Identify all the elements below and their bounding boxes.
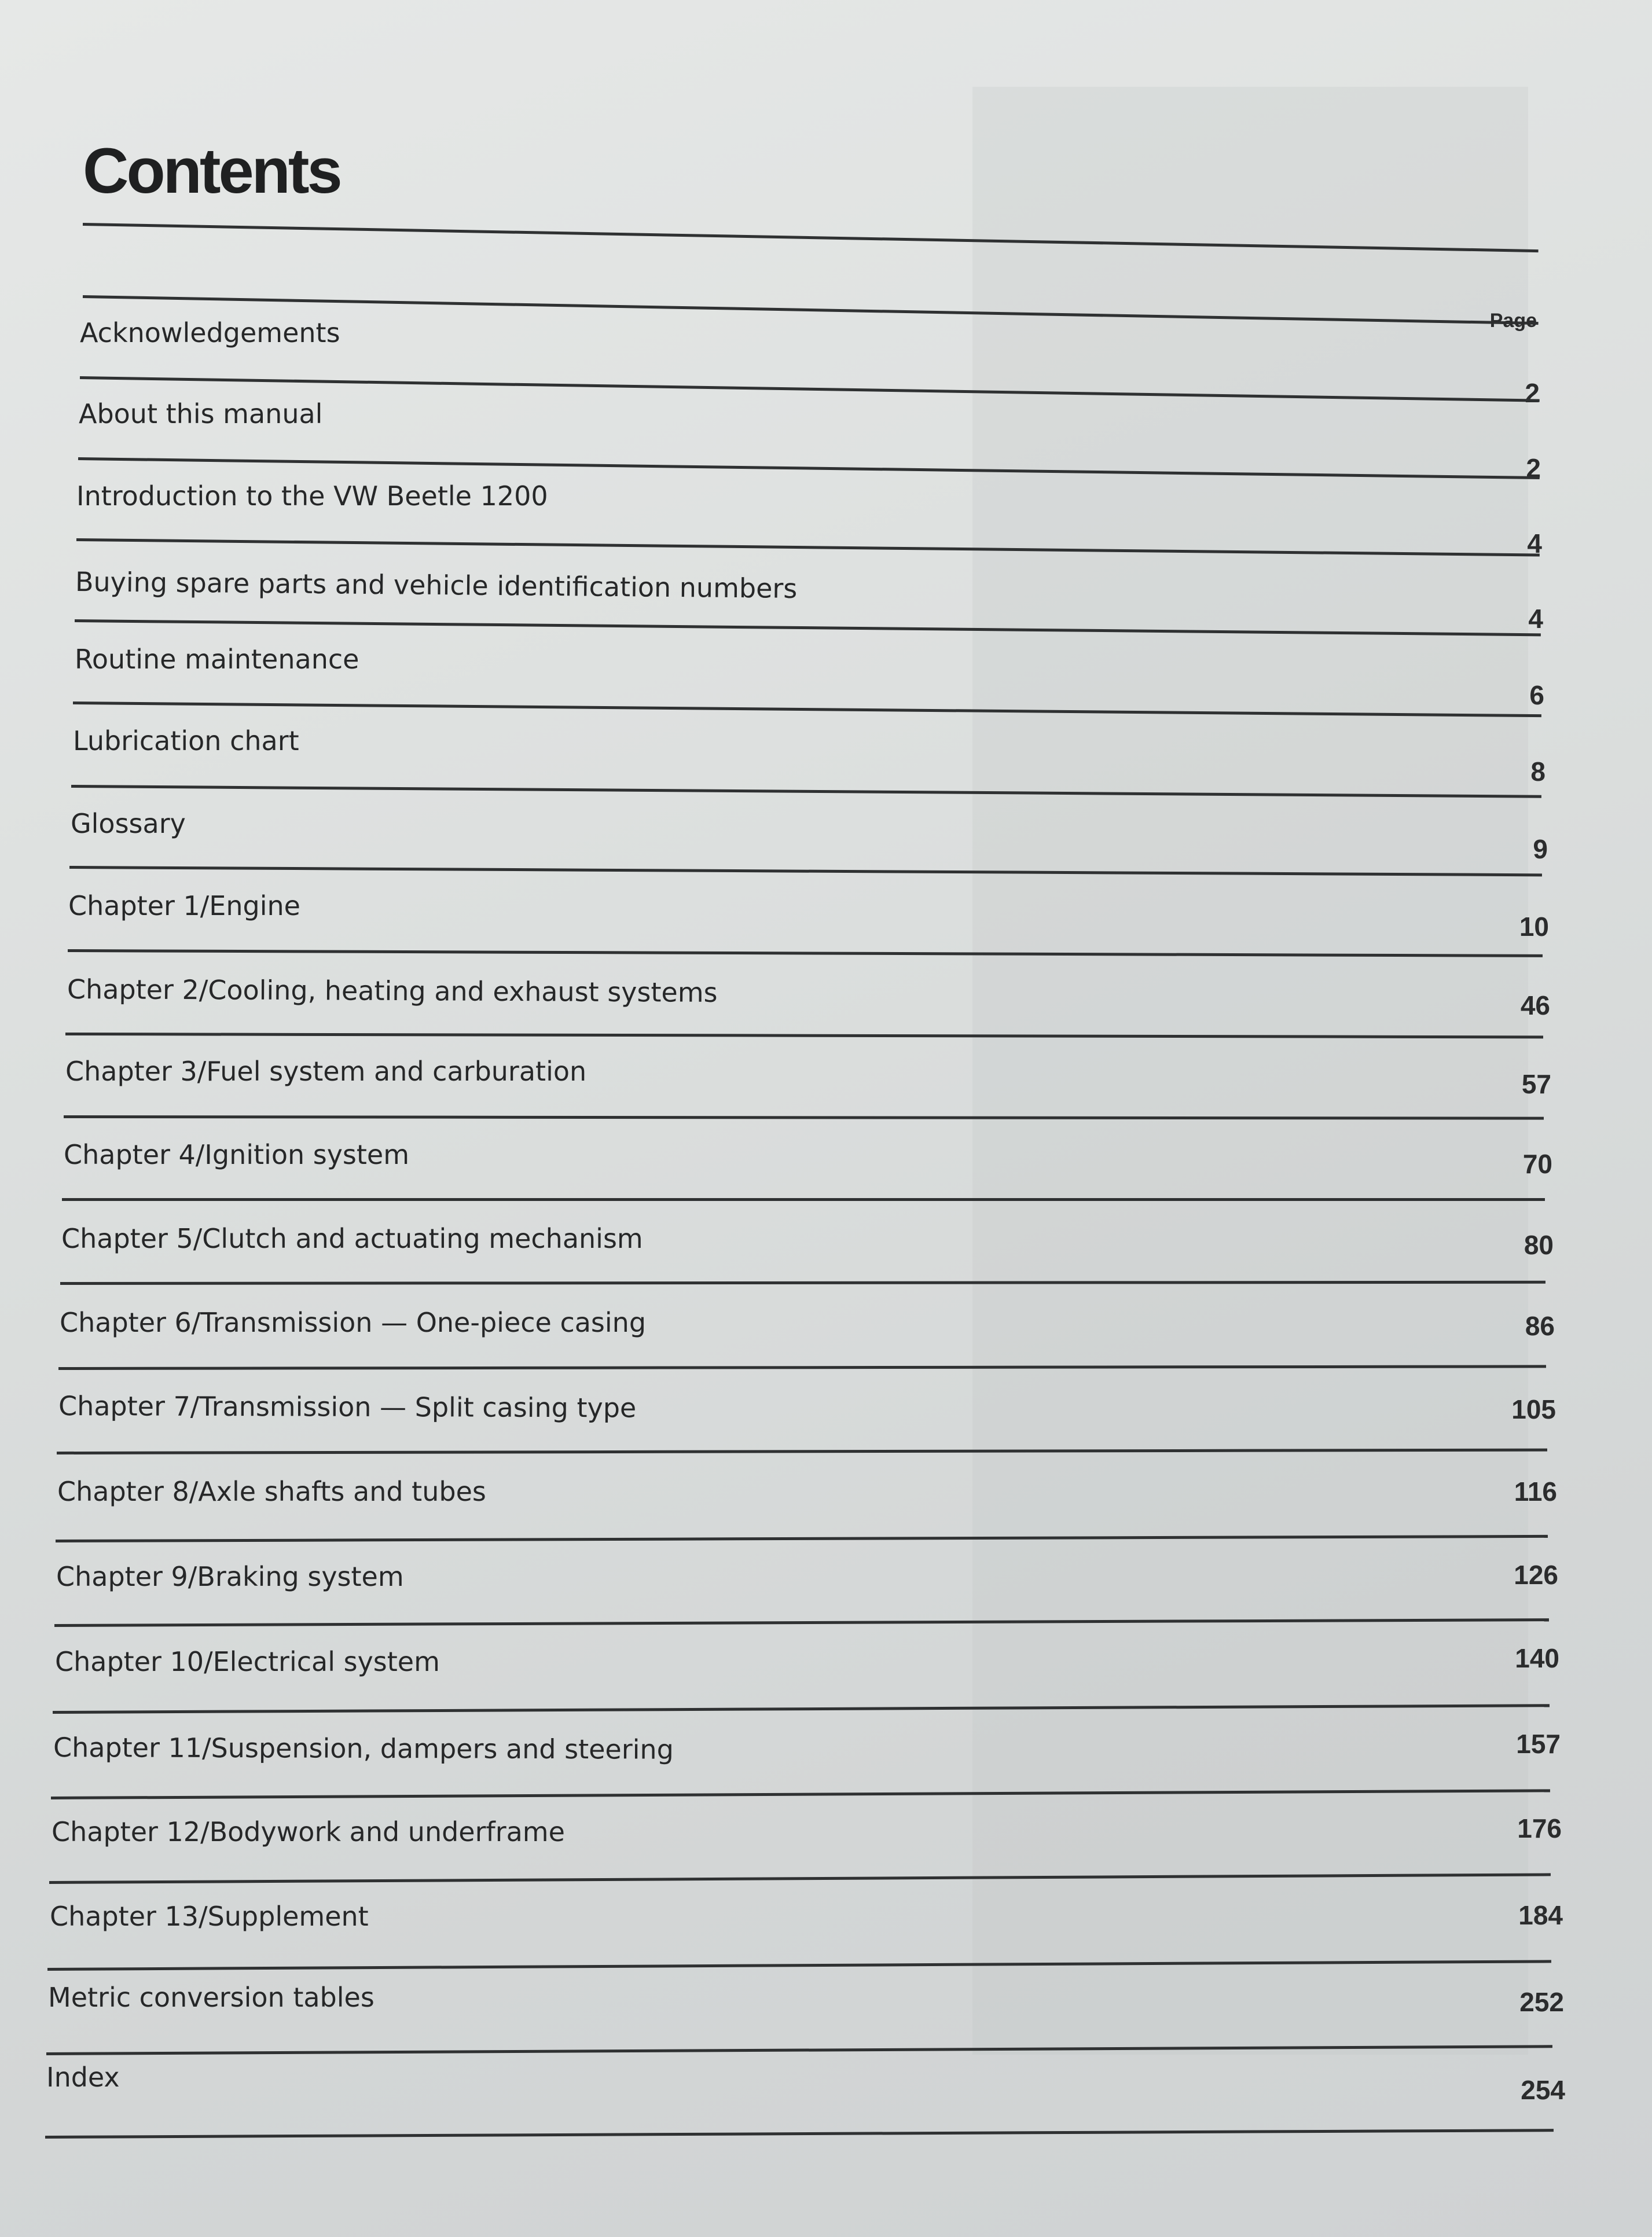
toc-entry-page: 4	[1527, 528, 1542, 559]
toc-entry-label: Chapter 8/Axle shafts and tubes	[57, 1476, 486, 1507]
toc-entry-label: Chapter 1/Engine	[68, 890, 300, 921]
toc-entry-label: Buying spare parts and vehicle identification numbers	[75, 566, 798, 604]
toc-entry-page: 184	[1518, 1900, 1563, 1930]
toc-entry-page: 8	[1530, 756, 1545, 787]
toc-entry-label: Routine maintenance	[75, 644, 359, 675]
toc-entry-page: 157	[1516, 1729, 1561, 1759]
toc-entry-label: Chapter 10/Electrical system	[55, 1646, 440, 1677]
toc-entry-label: Chapter 2/Cooling, heating and exhaust systems	[67, 974, 718, 1008]
toc-entry-label: Glossary	[71, 808, 186, 839]
page-title: Contents	[83, 135, 340, 207]
toc-entry-page: 10	[1519, 912, 1549, 942]
toc-entry-page: 254	[1521, 2075, 1565, 2105]
toc-entry-page: 57	[1521, 1069, 1551, 1099]
entry-rule	[62, 1198, 1545, 1201]
toc-entry-page: 2	[1525, 378, 1540, 408]
toc-entry-label: Introduction to the VW Beetle 1200	[76, 480, 548, 512]
toc-entry-page: 4	[1528, 604, 1543, 634]
toc-entry-page: 116	[1514, 1476, 1557, 1507]
toc-entry-label: Chapter 11/Suspension, dampers and steering	[53, 1732, 674, 1765]
toc-entry-page: 46	[1520, 990, 1550, 1020]
toc-entry-label: Acknowledgements	[80, 317, 340, 348]
toc-entry-label: Chapter 9/Braking system	[56, 1561, 404, 1592]
toc-entry-page: 80	[1523, 1230, 1554, 1260]
toc-entry-label: About this manual	[79, 398, 323, 429]
toc-entry-label: Lubrication chart	[73, 725, 299, 756]
toc-entry-page: 126	[1514, 1560, 1558, 1590]
toc-entry-label: Chapter 4/Ignition system	[64, 1139, 410, 1170]
toc-entry-label: Metric conversion tables	[48, 1982, 375, 2013]
toc-entry-page: 252	[1519, 1987, 1564, 2017]
toc-entry-label: Chapter 6/Transmission — One-piece casing	[60, 1307, 647, 1338]
toc-entry-label: Chapter 13/Supplement	[50, 1901, 369, 1932]
toc-entry-page: 70	[1522, 1149, 1552, 1179]
toc-entry-label: Index	[46, 2062, 120, 2093]
toc-entry-label: Chapter 7/Transmission — Split casing type	[58, 1390, 637, 1424]
toc-entry-label: Chapter 5/Clutch and actuating mechanism	[61, 1223, 643, 1254]
toc-entry-page: 2	[1526, 453, 1541, 483]
toc-entry-page: 176	[1517, 1813, 1562, 1843]
toc-entry-page: 140	[1515, 1643, 1559, 1673]
toc-entry-page: 6	[1529, 680, 1544, 710]
toc-entry-label: Chapter 3/Fuel system and carburation	[65, 1056, 587, 1087]
page-column-header: Page	[1489, 310, 1537, 332]
toc-entry-page: 9	[1533, 834, 1548, 864]
toc-entry-label: Chapter 12/Bodywork and underframe	[52, 1816, 565, 1847]
toc-entry-page: 105	[1511, 1394, 1556, 1424]
toc-entry-page: 86	[1525, 1311, 1555, 1341]
